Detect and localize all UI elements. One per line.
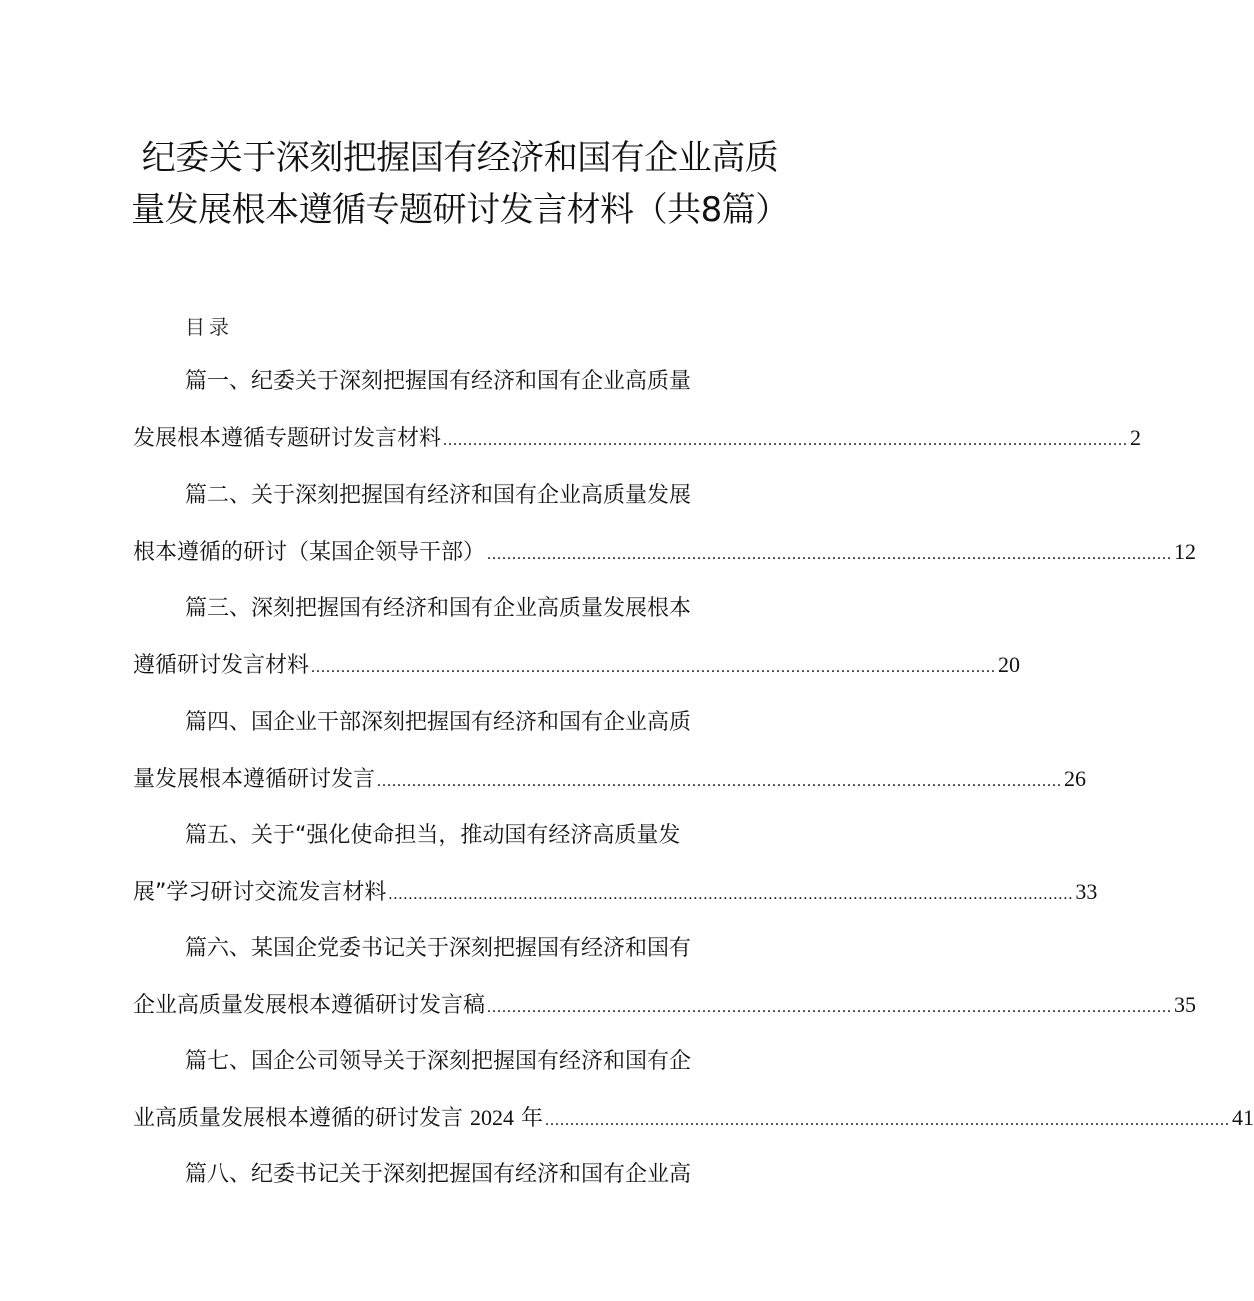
- toc-entry-4-line2: [133, 761, 1087, 797]
- toc-entry-1-line2: [133, 420, 1142, 456]
- toc-entry-2-line1: 篇二、关于深刻把握国有经济和国有企业高质量发展: [185, 483, 692, 508]
- toc-entry-4-page: 26: [1064, 766, 1087, 791]
- toc-entry-7-line2: [133, 1100, 1254, 1136]
- toc-entry-1-line1: 篇一、纪委关于深刻把握国有经济和国有企业高质量: [185, 369, 692, 394]
- toc-entry-4-text: 量发展根本遵循研讨发言: [133, 767, 376, 792]
- toc-entry-8-line1: 篇八、纪委书记关于深刻把握国有经济和国有企业高: [185, 1162, 692, 1187]
- toc-entry-4-leader: .........................................................................................................................................: [377, 773, 1063, 790]
- toc-entry-7-text: [133, 1100, 543, 1137]
- toc-entry-7-text-post: 年: [514, 1106, 543, 1131]
- toc-entry-4-line1: 篇四、国企业干部深刻把握国有经济和国有企业高质: [185, 710, 692, 735]
- toc-entry-7-leader: .........................................................................................................................................: [545, 1112, 1230, 1129]
- toc-entry-5-text: 展”学习研讨交流发言材料: [133, 880, 387, 905]
- toc-entry-3-line2: [133, 647, 1021, 683]
- toc-entry-5-line2: [133, 874, 1098, 910]
- toc-entry-7-line1: 篇七、国企公司领导关于深刻把握国有经济和国有企: [185, 1049, 692, 1074]
- toc-entry-3-line1: 篇三、深刻把握国有经济和国有企业高质量发展根本: [185, 596, 692, 621]
- toc-entry-5-leader: .........................................................................................................................................: [388, 886, 1074, 903]
- toc-entry-3-page: 20: [998, 652, 1021, 677]
- toc-entry-5-page: 33: [1075, 879, 1098, 904]
- toc-entry-7-page: 41: [1232, 1105, 1254, 1130]
- toc-entry-6-page: 35: [1174, 992, 1197, 1017]
- toc-entry-3-leader: .........................................................................................................................................: [311, 659, 997, 676]
- toc-entry-2-leader: .........................................................................................................................................: [487, 546, 1173, 563]
- document-title: 纪委关于深刻把握国有经济和国有企业高质量发展根本遵循专题研讨发言材料（共8篇）: [131, 138, 789, 230]
- toc-entry-2-text: 根本遵循的研讨（某国企领导干部）: [133, 540, 486, 565]
- toc-entry-6-line2: [133, 987, 1197, 1023]
- toc-entry-1-text: 发展根本遵循专题研讨发言材料: [133, 426, 442, 451]
- toc-entry-2-page: 12: [1174, 539, 1197, 564]
- toc-heading: 目录: [185, 315, 233, 339]
- toc-entry-7-text-pre: 业高质量发展根本遵循的研讨发言: [133, 1106, 470, 1131]
- toc-entry-7-year: 2024: [470, 1105, 514, 1130]
- toc-entry-3-text: 遵循研讨发言材料: [133, 653, 310, 678]
- toc-entry-6-text: 企业高质量发展根本遵循研讨发言稿: [133, 993, 486, 1018]
- toc-entry-6-leader: .........................................................................................................................................: [487, 999, 1173, 1016]
- toc-entry-5-line1: 篇五、关于“强化使命担当，推动国有经济高质量发: [185, 823, 681, 848]
- toc-entry-1-leader: .........................................................................................................................................: [443, 432, 1129, 449]
- toc-entry-6-line1: 篇六、某国企党委书记关于深刻把握国有经济和国有: [185, 936, 692, 961]
- toc-entry-2-line2: [133, 534, 1197, 570]
- toc-entry-1-page: 2: [1130, 425, 1142, 450]
